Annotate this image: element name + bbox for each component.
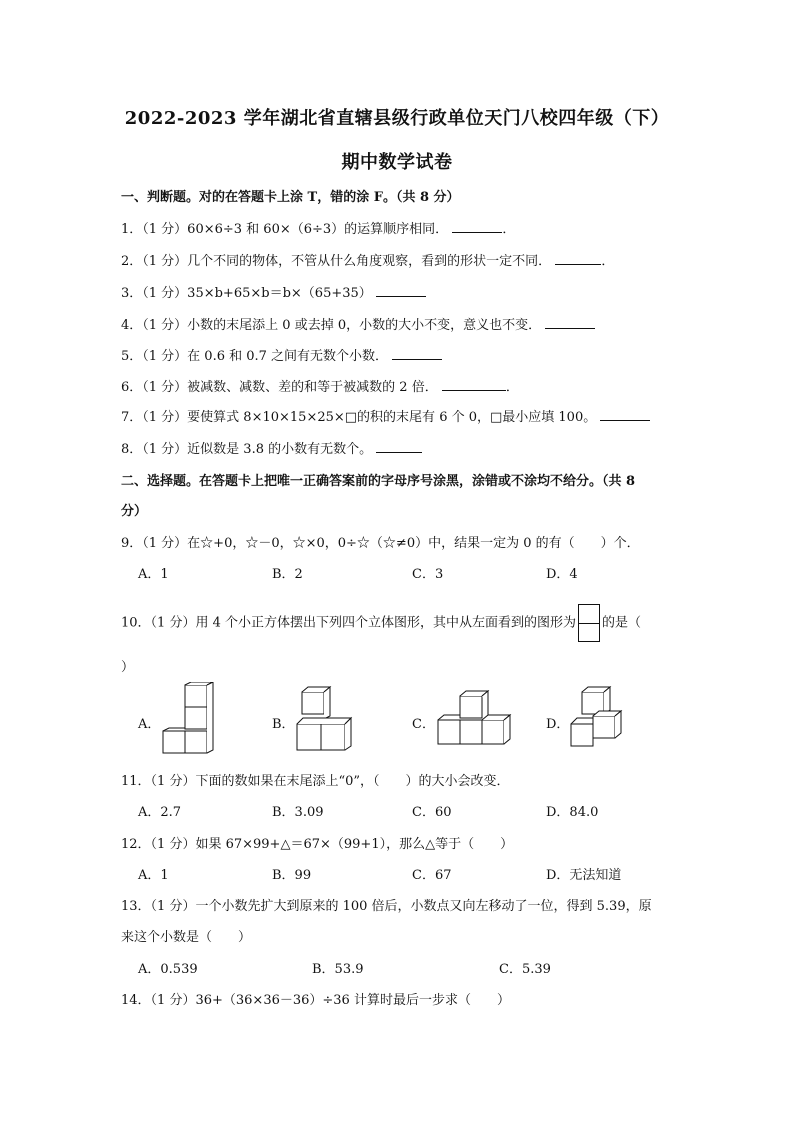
question-13-line1: 13．（1 分）一个小数先扩大到原来的 100 倍后，小数点又向左移动了一位，得到 5.39，原 bbox=[121, 899, 652, 914]
answer-blank bbox=[545, 316, 595, 329]
q9-option-c: C．3 bbox=[412, 567, 444, 582]
section1-heading: 一、判断题。对的在答题卡上涂 T，错的涂 F。（共 8 分） bbox=[121, 190, 460, 205]
answer-blank bbox=[392, 347, 442, 360]
q12-option-a: A．1 bbox=[138, 868, 169, 883]
q10-option-a: A． bbox=[138, 717, 161, 732]
section2-heading-line2: 分） bbox=[121, 504, 148, 519]
q10-option-c: C． bbox=[412, 717, 435, 732]
cube-figure-a bbox=[158, 682, 218, 757]
answer-blank bbox=[452, 220, 502, 233]
question-10: 10．（1 分）用 4 个小正方体摆出下列四个立体图形，其中从左面看到的图形为 的是（ bbox=[121, 604, 641, 642]
question-14: 14．（1 分）36+（36×36－36）÷36 计算时最后一步求（ ） bbox=[121, 993, 510, 1008]
answer-blank bbox=[600, 408, 650, 421]
question-5: 5．（1 分）在 0.6 和 0.7 之间有无数个小数． bbox=[121, 345, 442, 364]
q13-option-b: B．53.9 bbox=[312, 962, 364, 977]
exam-title-line2: 期中数学试卷 bbox=[341, 152, 453, 173]
question-2: 2．（1 分）几个不同的物体，不管从什么角度观察，看到的形状一定不同． ． bbox=[121, 254, 615, 269]
q13-option-c: C．5.39 bbox=[499, 962, 551, 977]
question-1: 1．（1 分）60×6÷3 和 60×（6÷3）的运算顺序相同． ． bbox=[121, 222, 516, 237]
q13-option-a: A．0.539 bbox=[138, 962, 198, 977]
q12-option-d: D．无法知道 bbox=[546, 868, 622, 883]
answer-blank bbox=[442, 378, 506, 391]
question-7: 7．（1 分）要使算式 8×10×15×25×□的积的末尾有 6 个 0，□最小应填 100。 bbox=[121, 406, 650, 425]
q11-option-c: C．60 bbox=[412, 805, 452, 820]
q10-option-d: D． bbox=[546, 717, 570, 732]
question-13-line2: 来这个小数是（ ） bbox=[121, 930, 252, 945]
q12-option-b: B．99 bbox=[272, 868, 312, 883]
exam-title-line1: 2022-2023 学年湖北省直辖县级行政单位天门八校四年级（下） bbox=[124, 108, 670, 129]
question-10-cont: ） bbox=[121, 660, 135, 675]
section2-heading-line1: 二、选择题。在答题卡上把唯一正确答案前的字母序号涂黑，涂错或不涂均不给分。（共 8 bbox=[121, 474, 636, 489]
question-12: 12．（1 分）如果 67×99+△＝67×（99+1），那么△等于（ ） bbox=[121, 837, 514, 852]
cube-figure-b bbox=[292, 686, 358, 756]
q9-option-b: B．2 bbox=[272, 567, 303, 582]
answer-blank bbox=[376, 440, 422, 453]
left-view-figure bbox=[578, 604, 600, 642]
answer-blank bbox=[376, 284, 426, 297]
q11-option-a: A．2.7 bbox=[138, 805, 182, 820]
cube-figure-c bbox=[432, 690, 514, 750]
q11-option-b: B．3.09 bbox=[272, 805, 324, 820]
question-8: 8．（1 分）近似数是 3.8 的小数有无数个。 bbox=[121, 438, 422, 457]
question-6: 6．（1 分）被减数、减数、差的和等于被减数的 2 倍． ． bbox=[121, 380, 519, 395]
q10-option-b: B． bbox=[272, 717, 295, 732]
q9-option-d: D．4 bbox=[546, 567, 578, 582]
q12-option-c: C．67 bbox=[412, 868, 452, 883]
question-4: 4．（1 分）小数的末尾添上 0 或去掉 0，小数的大小不变，意义也不变． bbox=[121, 314, 595, 333]
q11-option-d: D．84.0 bbox=[546, 805, 599, 820]
question-11: 11．（1 分）下面的数如果在末尾添上“0”，（ ）的大小会改变． bbox=[121, 774, 510, 789]
cube-figure-d bbox=[566, 686, 632, 752]
question-3: 3．（1 分）35×b+65×b＝b×（65+35） bbox=[121, 282, 426, 301]
q9-option-a: A．1 bbox=[138, 567, 169, 582]
question-9: 9．（1 分）在☆+0，☆－0，☆×0，0÷☆（☆≠0）中，结果一定为 0 的有（ ）个． bbox=[121, 536, 640, 551]
answer-blank bbox=[555, 252, 601, 265]
